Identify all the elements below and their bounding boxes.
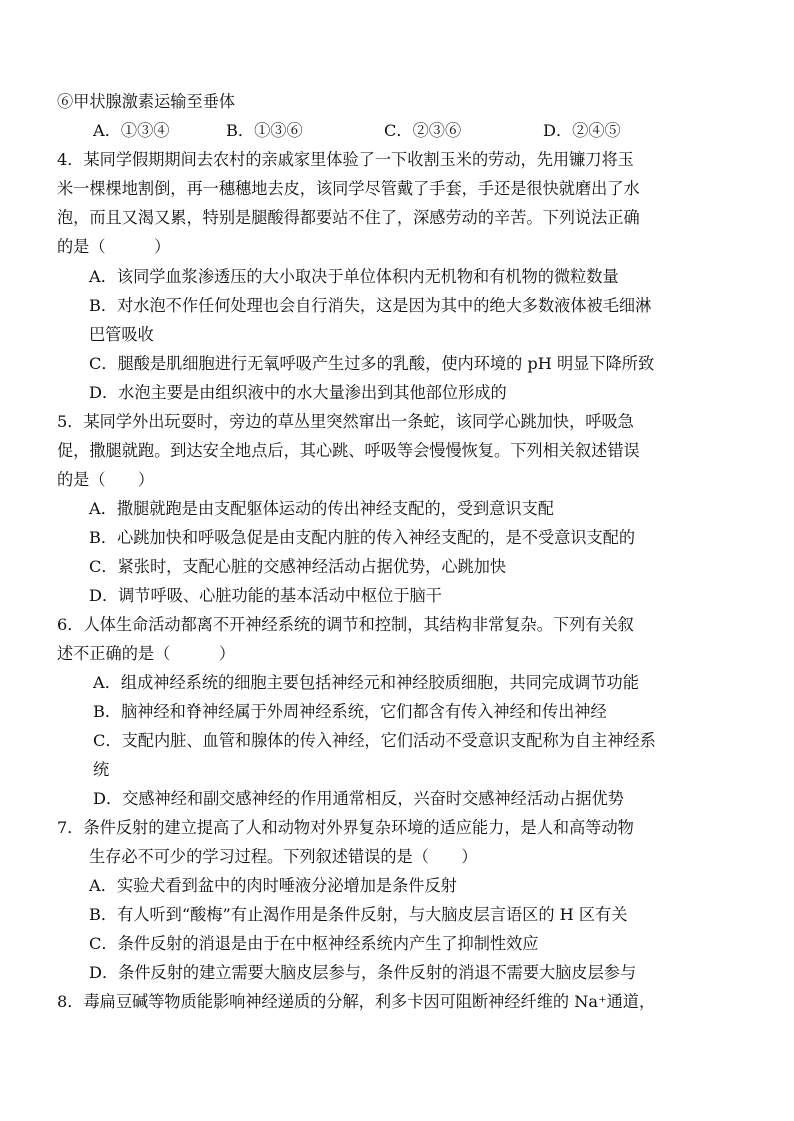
q7-option-a: A．实验犬看到盆中的肉时唾液分泌增加是条件反射 <box>89 876 457 895</box>
q8-stem-line-1: 8．毒扁豆碱等物质能影响神经递质的分解，利多卡因可阻断神经纤维的 Na⁺通道， <box>57 992 656 1011</box>
q4-option-d: D．水泡主要是由组织液中的水大量渗出到其他部位形成的 <box>89 383 507 402</box>
q7-stem-line-2: 生存必不可少的学习过程。下列叙述错误的是（ ） <box>89 847 478 866</box>
choice-c: C．②③⑥ <box>384 121 462 140</box>
q6-stem-line-1: 6．人体生命活动都离不开神经系统的调节和控制，其结构非常复杂。下列有关叙 <box>57 615 634 634</box>
q4-option-b: B．对水泡不作任何处理也会自行消失，这是因为其中的绝大多数液体被毛细淋 <box>89 296 652 315</box>
q6-option-a: A．组成神经系统的细胞主要包括神经元和神经胶质细胞，共同完成调节功能 <box>93 673 639 692</box>
q5-option-d: D．调节呼吸、心脏功能的基本活动中枢位于脑干 <box>89 586 442 605</box>
q5-option-c: C．紧张时，支配心脏的交感神经活动占据优势，心跳加快 <box>89 557 507 576</box>
q4-stem-line-3: 泡，而且又渴又累，特别是腿酸得都要站不住了，深感劳动的辛苦。下列说法正确 <box>57 208 640 227</box>
q7-stem-line-1: 7．条件反射的建立提高了人和动物对外界复杂环境的适应能力，是人和高等动物 <box>57 818 634 837</box>
q5-stem-line-2: 促，撒腿就跑。到达安全地点后，其心跳、呼吸等会慢慢恢复。下列相关叙述错误 <box>57 441 640 460</box>
choice-b: B．①③⑥ <box>226 121 303 140</box>
q4-stem-line-4: 的是（ ） <box>57 237 171 256</box>
q4-option-b-cont: 巴管吸收 <box>89 325 154 344</box>
q7-option-c: C．条件反射的消退是由于在中枢神经系统内产生了抑制性效应 <box>89 934 539 953</box>
q5-stem-line-3: 的是（ ） <box>57 470 155 489</box>
q5-option-a: A．撒腿就跑是由支配躯体运动的传出神经支配的，受到意识支配 <box>89 499 554 518</box>
q7-option-d: D．条件反射的建立需要大脑皮层参与，条件反射的消退不需要大脑皮层参与 <box>89 963 637 982</box>
q6-stem-line-2: 述不正确的是（ ） <box>57 644 236 663</box>
q7-option-b: B．有人听到“酸梅”有止渴作用是条件反射，与大脑皮层言语区的 H 区有关 <box>89 905 628 924</box>
q4-option-a: A．该同学血浆渗透压的大小取决于单位体积内无机物和有机物的微粒数量 <box>89 267 619 286</box>
choice-a: A．①③④ <box>93 121 170 140</box>
q6-option-b: B．脑神经和脊神经属于外周神经系统，它们都含有传入神经和传出神经 <box>93 702 607 721</box>
q4-stem-line-1: 4．某同学假期期间去农村的亲戚家里体验了一下收割玉米的劳动，先用镰刀将玉 <box>57 150 634 169</box>
q6-option-d: D．交感神经和副交感神经的作用通常相反，兴奋时交感神经活动占据优势 <box>93 789 624 808</box>
q5-option-b: B．心跳加快和呼吸急促是由支配内脏的传入神经支配的，是不受意识支配的 <box>89 528 636 547</box>
q4-option-c: C．腿酸是肌细胞进行无氧呼吸产生过多的乳酸，使内环境的 pH 明显下降所致 <box>89 354 655 373</box>
q6-option-c-cont: 统 <box>93 760 110 779</box>
item-6-text: ⑥甲状腺激素运输至垂体 <box>57 92 236 111</box>
choice-d: D．②④⑤ <box>543 121 621 140</box>
q6-option-c: C．支配内脏、血管和腺体的传入神经，它们活动不受意识支配称为自主神经系 <box>93 731 656 750</box>
q5-stem-line-1: 5．某同学外出玩耍时，旁边的草丛里突然窜出一条蛇，该同学心跳加快，呼吸急 <box>57 412 634 431</box>
q4-stem-line-2: 米一棵棵地割倒，再一穗穗地去皮，该同学尽管戴了手套，手还是很快就磨出了水 <box>57 179 640 198</box>
